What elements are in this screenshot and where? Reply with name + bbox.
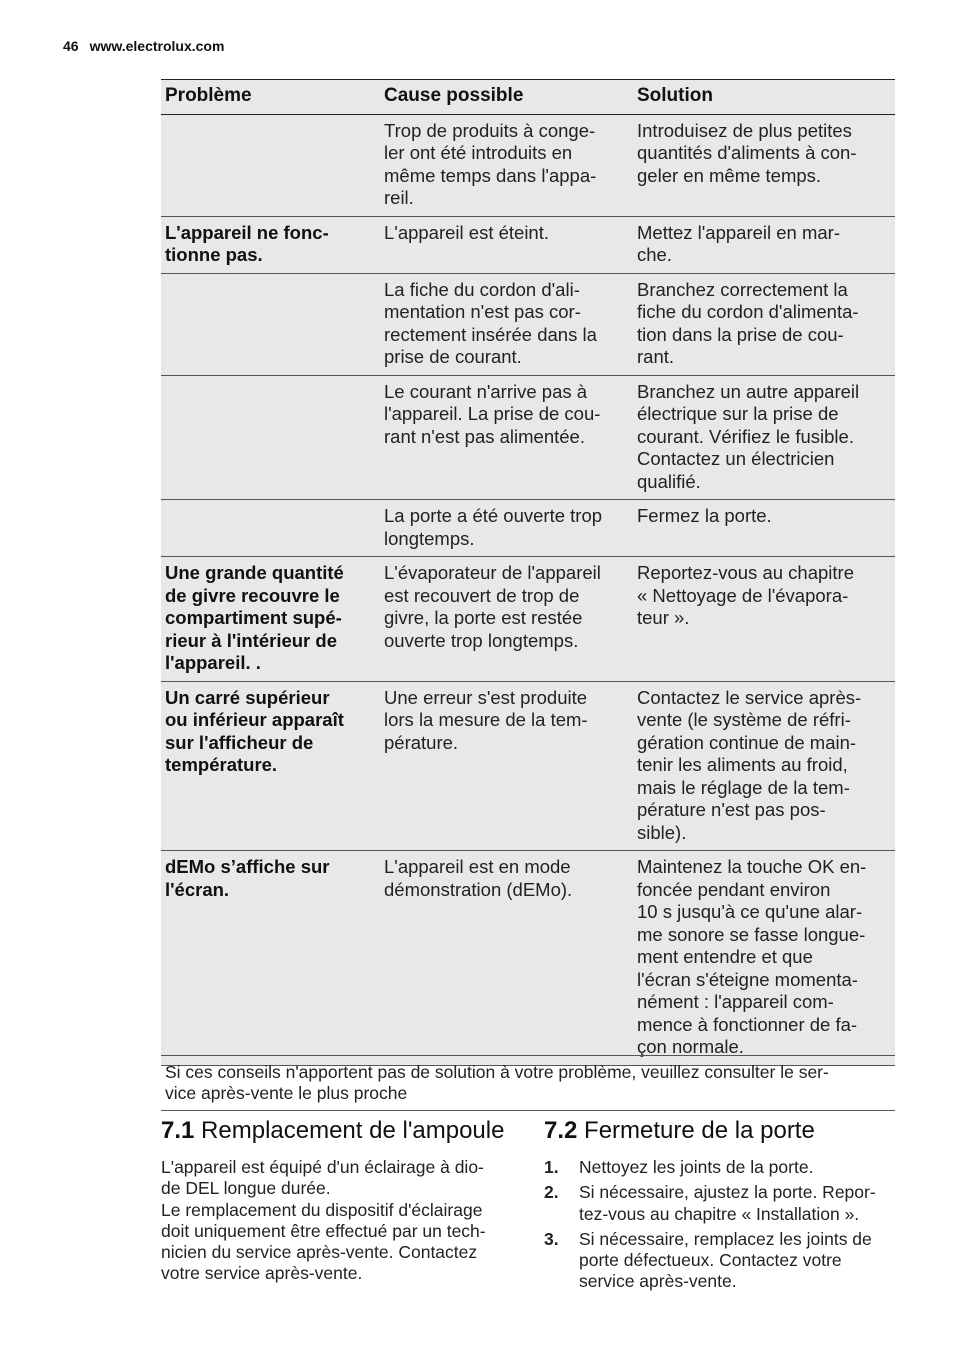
step-line: tez-vous au chapitre « Installation ». <box>579 1203 860 1224</box>
cause-cell <box>380 682 633 851</box>
problem-cell <box>161 217 380 273</box>
solution-cell <box>633 682 895 851</box>
step-number: 2. <box>544 1182 559 1203</box>
cell-line: l'écran s'éteigne momenta- <box>637 968 858 990</box>
step-item <box>544 1157 896 1178</box>
cell-line: L'appareil est en mode <box>384 856 571 877</box>
cell-line: foncée pendant environ <box>637 878 831 900</box>
advice-note <box>161 1055 895 1111</box>
column-header-cause: Cause possible <box>384 85 524 106</box>
cell-line: L'appareil est éteint. <box>384 221 550 243</box>
cell-line: Introduisez de plus petites <box>637 119 852 141</box>
body-line: doit uniquement être effectué par un tech- <box>161 1220 486 1241</box>
solution-cell <box>633 851 895 1065</box>
section-number: 7.1 <box>161 1117 195 1144</box>
step-line: Si nécessaire, remplacez les joints de <box>579 1228 872 1249</box>
body-line: L'appareil est équipé d'un éclairage à dio- <box>161 1157 484 1177</box>
cell-line: geler en même temps. <box>637 164 822 186</box>
cell-line: tion dans la prise de cou- <box>637 323 844 345</box>
cell-line: ou inférieur apparaît <box>165 709 344 730</box>
solution-cell <box>633 500 895 556</box>
cell-line: Mettez l'appareil en mar- <box>637 221 841 243</box>
cell-line: Fermez la porte. <box>637 505 772 526</box>
problem-cell <box>161 682 380 851</box>
table-row <box>161 682 895 852</box>
section-number: 7.2 <box>544 1117 578 1144</box>
cell-line: ouverte trop longtemps. <box>384 629 579 651</box>
cell-line: L'appareil ne fonc- <box>165 221 329 243</box>
cause-cell <box>380 376 633 500</box>
cell-line: fiche du cordon d'alimenta- <box>637 301 859 322</box>
cell-line: qualifié. <box>637 470 701 492</box>
cell-line: prise de courant. <box>384 346 522 367</box>
cell-line: rant n'est pas alimentée. <box>384 425 585 447</box>
step-text <box>579 1229 872 1293</box>
cell-line: Une grande quantité <box>165 562 344 583</box>
cell-line: température. <box>165 754 278 775</box>
troubleshooting-table <box>161 79 895 1066</box>
note-line: Si ces conseils n'apportent pas de solution à votre problème, veuillez consulter le ser- <box>165 1062 829 1082</box>
section-door-closing <box>544 1116 896 1297</box>
cell-line: L'évaporateur de l'appareil <box>384 562 601 583</box>
cell-line: longtemps. <box>384 527 475 549</box>
cell-line: gération continue de main- <box>637 731 857 753</box>
step-item <box>544 1182 896 1225</box>
cause-cell <box>380 274 633 375</box>
site-url: www.electrolux.com <box>89 38 225 54</box>
steps-list <box>544 1157 896 1293</box>
cell-line: ment entendre et que <box>637 946 813 967</box>
body-line: nicien du service après-vente. Contactez <box>161 1242 478 1263</box>
cell-line: La fiche du cordon d'ali- <box>384 278 580 300</box>
step-text <box>579 1157 813 1178</box>
section-body <box>161 1157 517 1285</box>
cell-line: courant. Vérifiez le fusible. <box>637 425 854 447</box>
cell-line: Reportez-vous au chapitre <box>637 562 854 583</box>
cell-line: pérature. <box>384 731 459 753</box>
cell-line: çon normale. <box>637 1036 744 1057</box>
step-item <box>544 1229 896 1293</box>
cell-line: est recouvert de trop de <box>384 584 580 606</box>
cell-line: dEMo s’affiche sur <box>165 856 330 877</box>
cell-line: Maintenez la touche OK en- <box>637 856 867 877</box>
page-number: 46 <box>63 38 79 54</box>
cell-line: quantités d'aliments à con- <box>637 142 857 163</box>
cell-line: Branchez un autre appareil <box>637 380 860 402</box>
cell-line: l'appareil. La prise de cou- <box>384 403 601 424</box>
cell-line: 10 s jusqu'à ce qu'une alar- <box>637 901 863 922</box>
cause-cell <box>380 217 633 273</box>
cell-line: « Nettoyage de l'évapora- <box>637 584 849 606</box>
step-line: service après-vente. <box>579 1271 737 1292</box>
cell-line: Contactez un électricien <box>637 448 835 469</box>
cell-line: me sonore se fasse longue- <box>637 923 866 945</box>
column-header-solution: Solution <box>637 85 713 106</box>
cell-line: tenir les aliments au froid, <box>637 754 848 775</box>
table-row <box>161 274 895 376</box>
solution-cell <box>633 217 895 273</box>
problem-cell <box>161 274 380 375</box>
section-title <box>161 1116 517 1146</box>
step-number: 3. <box>544 1228 559 1249</box>
column-header-problem: Problème <box>165 85 252 106</box>
section-heading: Fermeture de la porte <box>584 1117 815 1144</box>
cell-line: Trop de produits à conge- <box>384 119 596 141</box>
body-line: de DEL longue durée. <box>161 1178 331 1199</box>
cell-line: Branchez correctement la <box>637 278 848 300</box>
table-row <box>161 500 895 557</box>
problem-cell <box>161 851 380 1065</box>
cause-cell <box>380 557 633 681</box>
cell-line: La porte a été ouverte trop <box>384 505 603 526</box>
cell-line: mentation n'est pas cor- <box>384 301 581 322</box>
section-lamp-replacement <box>161 1116 517 1285</box>
cell-line: rectement insérée dans la <box>384 323 597 345</box>
section-heading: Remplacement de l'ampoule <box>201 1117 505 1144</box>
body-line: Le remplacement du dispositif d'éclairage <box>161 1199 483 1220</box>
cell-line: mais le réglage de la tem- <box>637 776 850 798</box>
page-header <box>63 38 224 54</box>
cell-line: Contactez le service après- <box>637 686 862 708</box>
cause-cell <box>380 500 633 556</box>
cell-line: pérature n'est pas pos- <box>637 799 826 820</box>
cell-line: teur ». <box>637 607 690 628</box>
cell-line: démonstration (dEMo). <box>384 878 573 900</box>
cell-line: rant. <box>637 346 675 367</box>
cell-line: tionne pas. <box>165 244 263 265</box>
problem-cell <box>161 557 380 681</box>
cell-line: rieur à l'intérieur de <box>165 629 337 651</box>
cause-cell <box>380 851 633 1065</box>
cause-cell <box>380 115 633 216</box>
table-row <box>161 115 895 217</box>
cell-line: l'écran. <box>165 878 230 900</box>
section-title <box>544 1116 896 1146</box>
cell-line: même temps dans l'appa- <box>384 164 597 186</box>
solution-cell <box>633 115 895 216</box>
cell-line: mence à fonctionner de fa- <box>637 1013 858 1035</box>
solution-cell <box>633 274 895 375</box>
cell-line: che. <box>637 244 672 265</box>
cell-line: nément : l'appareil com- <box>637 991 834 1012</box>
cell-line: Une erreur s'est produite <box>384 686 588 708</box>
step-number: 1. <box>544 1157 559 1177</box>
cell-line: de givre recouvre le <box>165 584 340 606</box>
cell-line: compartiment supé- <box>165 607 342 628</box>
cell-line: vente (le système de réfri- <box>637 709 851 730</box>
solution-cell <box>633 557 895 681</box>
table-header-row <box>161 80 895 115</box>
table-row <box>161 376 895 501</box>
cell-line: ler ont été introduits en <box>384 142 573 163</box>
step-line: Nettoyez les joints de la porte. <box>579 1157 814 1177</box>
problem-cell <box>161 500 380 556</box>
step-line: Si nécessaire, ajustez la porte. Repor- <box>579 1182 876 1203</box>
note-line: vice après-vente le plus proche <box>165 1083 408 1103</box>
cell-line: lors la mesure de la tem- <box>384 709 588 730</box>
cell-line: Le courant n'arrive pas à <box>384 380 588 402</box>
cell-line: sible). <box>637 821 687 843</box>
cell-line: l'appareil. . <box>165 652 261 673</box>
problem-cell <box>161 376 380 500</box>
solution-cell <box>633 376 895 500</box>
table-row <box>161 217 895 274</box>
cell-line: Un carré supérieur <box>165 686 330 708</box>
cell-line: sur l'afficheur de <box>165 731 314 753</box>
cell-line: reil. <box>384 187 414 208</box>
step-text <box>579 1182 876 1225</box>
step-line: porte défectueux. Contactez votre <box>579 1250 842 1271</box>
cell-line: électrique sur la prise de <box>637 403 839 424</box>
cell-line: givre, la porte est restée <box>384 607 583 628</box>
body-line: votre service après-vente. <box>161 1263 363 1284</box>
table-row <box>161 851 895 1066</box>
problem-cell <box>161 115 380 216</box>
table-row <box>161 557 895 682</box>
